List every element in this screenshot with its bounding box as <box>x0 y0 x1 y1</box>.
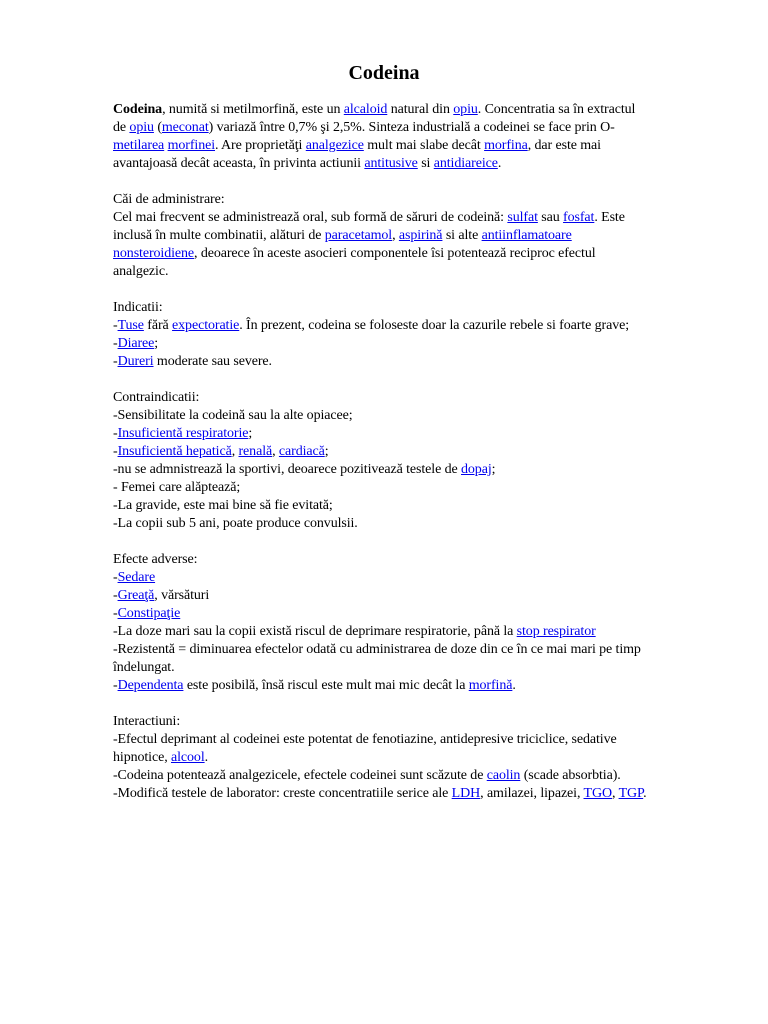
link-fosfat[interactable]: fosfat <box>563 210 595 225</box>
text-line <box>113 353 648 371</box>
text-segment: , <box>392 228 399 243</box>
text-line <box>113 497 648 515</box>
text-line <box>113 101 648 173</box>
text-line <box>113 443 648 461</box>
text-segment: Contraindicatii: <box>113 390 200 405</box>
link-sulfat[interactable]: sulfat <box>507 210 538 225</box>
text-segment: (scade absorbtia). <box>520 768 621 783</box>
text-segment: - <box>113 318 118 333</box>
text-segment: . Este inclusă în multe combinatii, alături de <box>113 210 625 243</box>
link-renala[interactable]: renală <box>238 444 273 459</box>
text-segment: -Rezistentă = diminuarea efectelor odată cu administrarea de doze din ce în ce mai mari pe timp îndelungat. <box>113 642 641 675</box>
text-line <box>113 335 648 353</box>
link-alcaloid[interactable]: alcaloid <box>343 102 388 117</box>
text-line <box>113 299 648 317</box>
bold-term: Codeina <box>113 102 163 117</box>
text-segment: . Are proprietăţi <box>215 138 306 153</box>
text-segment: , deoarece în aceste asocieri componentele îsi potentează reciproc efectul analgezic. <box>113 246 596 279</box>
text-segment: Indicatii: <box>113 300 163 315</box>
link-ldh[interactable]: LDH <box>451 786 481 801</box>
link-stop-respirator[interactable]: stop respirator <box>516 624 596 639</box>
section-contraindicatii <box>113 389 648 533</box>
link-tgo[interactable]: TGO <box>583 786 612 801</box>
text-line <box>113 605 648 623</box>
text-segment: ; <box>248 426 253 441</box>
link-dependenta[interactable]: Dependenta <box>117 678 184 693</box>
link-constipatie[interactable]: Constipaţie <box>117 606 181 621</box>
link-dopaj[interactable]: dopaj <box>461 462 492 477</box>
text-line <box>113 551 648 569</box>
link-morfina[interactable]: morfina <box>484 138 528 153</box>
text-segment: - <box>113 570 118 585</box>
text-segment: - <box>113 336 118 351</box>
text-segment: . <box>643 786 647 801</box>
link-meconat[interactable]: meconat <box>161 120 209 135</box>
text-segment: -nu se admnistrează la sportivi, deoarece pozitivează testele de <box>113 462 461 477</box>
text-segment: . În prezent, codeina se foloseste doar la cazurile rebele si foarte grave; <box>239 318 629 333</box>
link-paracetamol[interactable]: paracetamol <box>324 228 393 243</box>
text-line <box>113 641 648 677</box>
link-antitusive[interactable]: antitusive <box>364 156 418 171</box>
text-line <box>113 479 648 497</box>
text-line <box>113 623 648 641</box>
text-segment: fără <box>143 318 173 333</box>
link-insuficienta-respiratorie[interactable]: Insuficientă respiratorie <box>117 426 249 441</box>
link-opiu[interactable]: opiu <box>129 120 154 135</box>
text-segment: -Codeina potentează analgezicele, efectele codeinei sunt scăzute de <box>113 768 487 783</box>
link-caolin[interactable]: caolin <box>486 768 521 783</box>
link-tuse[interactable]: Tuse <box>117 318 144 333</box>
page-title: Codeina <box>348 62 420 84</box>
section-indicatii <box>113 299 648 371</box>
text-segment: . <box>512 678 516 693</box>
text-segment: mult mai slabe decât <box>363 138 485 153</box>
link-analgezice[interactable]: analgezice <box>305 138 364 153</box>
text-line <box>113 407 648 425</box>
link-opiu[interactable]: opiu <box>453 102 478 117</box>
text-segment: , numită si metilmorfină, este un <box>162 102 344 117</box>
link-aspirina[interactable]: aspirină <box>398 228 443 243</box>
text-segment: Cel mai frecvent se administrează oral, sub formă de săruri de codeină: <box>113 210 508 225</box>
text-segment: -Efectul deprimant al codeinei este potentat de fenotiazine, antidepresive triciclice, sedative hipnotice, <box>113 732 617 765</box>
text-line <box>113 515 648 533</box>
link-alcool[interactable]: alcool <box>171 750 205 765</box>
section-intro <box>113 101 648 173</box>
text-segment: ; <box>491 462 496 477</box>
text-line <box>113 425 648 443</box>
text-line <box>113 209 648 281</box>
text-segment: -La copii sub 5 ani, poate produce convulsii. <box>113 516 358 531</box>
text-segment: . Concentratia sa în extractul de <box>113 102 636 135</box>
text-segment: si alte <box>442 228 482 243</box>
link-insuficienta-hepatica[interactable]: Insuficientă hepatică <box>117 444 232 459</box>
text-segment: , vărsături <box>154 588 210 603</box>
link-diaree[interactable]: Diaree <box>117 336 155 351</box>
text-segment: este posibilă, însă riscul este mult mai mic decât la <box>183 678 469 693</box>
text-segment: . <box>497 156 502 171</box>
text-segment: , dar este mai avantajoasă decât aceasta, în privinta actiunii <box>113 138 601 171</box>
link-greata[interactable]: Greaţă <box>117 588 155 603</box>
link-cardiaca[interactable]: cardiacă <box>278 444 325 459</box>
text-segment: , <box>272 444 279 459</box>
text-segment: , <box>612 786 619 801</box>
text-line <box>113 317 648 335</box>
link-antidiareice[interactable]: antidiareice <box>433 156 498 171</box>
link-expectoratie[interactable]: expectoratie <box>172 318 240 333</box>
text-segment: - Femei care alăptează; <box>113 480 241 495</box>
text-segment: -La doze mari sau la copii există riscul de deprimare respiratorie, până la <box>113 624 517 639</box>
text-segment: - <box>113 678 118 693</box>
text-segment: , amilazei, lipazei, <box>480 786 584 801</box>
text-segment: ( <box>153 120 162 135</box>
text-line <box>113 587 648 605</box>
text-line <box>113 389 648 407</box>
link-sedare[interactable]: Sedare <box>117 570 156 585</box>
text-line <box>113 461 648 479</box>
text-segment: ) variază între 0,7% şi 2,5%. Sinteza industrială a codeinei se face prin O- <box>208 120 615 135</box>
text-segment: natural din <box>387 102 454 117</box>
text-segment: , <box>231 444 239 459</box>
document-body <box>113 101 648 821</box>
text-segment: -Modifică testele de laborator: creste concentratiile serice ale <box>113 786 452 801</box>
text-line <box>113 191 648 209</box>
text-segment: -Sensibilitate la codeină sau la alte opiacee; <box>113 408 353 423</box>
text-line <box>113 785 648 803</box>
text-segment: - <box>113 444 118 459</box>
link-dureri[interactable]: Dureri <box>117 354 154 369</box>
text-line <box>113 713 648 731</box>
link-tgp[interactable]: TGP <box>618 786 644 801</box>
text-line <box>113 731 648 767</box>
text-segment: - <box>113 426 118 441</box>
link-metilarea[interactable]: metilarea <box>113 138 165 153</box>
link-morfinei[interactable]: morfinei <box>167 138 216 153</box>
text-segment: . <box>204 750 209 765</box>
text-segment: ; <box>324 444 329 459</box>
section-interactiuni <box>113 713 648 803</box>
section-efecte <box>113 551 648 695</box>
section-administrare <box>113 191 648 281</box>
text-line <box>113 569 648 587</box>
text-segment: sau <box>537 210 564 225</box>
text-segment: - <box>113 588 118 603</box>
text-segment: si <box>417 156 434 171</box>
text-segment: ; <box>154 336 159 351</box>
text-segment: moderate sau severe. <box>153 354 272 369</box>
text-segment: - <box>113 606 118 621</box>
text-segment: Interactiuni: <box>113 714 181 729</box>
text-line <box>113 677 648 695</box>
link-morfina[interactable]: morfină <box>468 678 513 693</box>
text-segment: Căi de administrare: <box>113 192 225 207</box>
text-segment: -La gravide, este mai bine să fie evitată; <box>113 498 333 513</box>
text-segment: Efecte adverse: <box>113 552 198 567</box>
text-line <box>113 767 648 785</box>
link-antiinflamatoare-nonsteroidiene[interactable]: antiinflamatoare nonsteroidiene <box>113 228 572 261</box>
text-segment: - <box>113 354 118 369</box>
